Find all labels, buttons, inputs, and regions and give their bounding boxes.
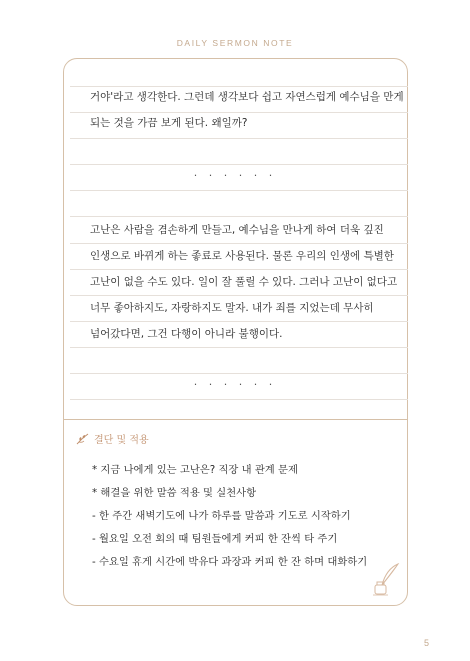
body-text-line: 너무 좋아하지도, 자랑하지도 말자. 내가 죄를 지었는데 무사히 [90, 302, 374, 314]
body-text-line: 고난은 사람을 겸손하게 만들고, 예수님을 만나게 하여 더욱 깊진 [90, 224, 384, 236]
body-text-line: 되는 것을 가끔 보게 된다. 왜일까? [90, 117, 248, 129]
ruled-line [70, 216, 408, 217]
ruled-line [70, 86, 408, 87]
ruled-line [70, 190, 408, 191]
ruled-line [70, 321, 408, 322]
body-text-line: 인생으로 바뀌게 하는 좋료로 사용된다. 물론 우리의 인생에 특별한 [90, 250, 394, 262]
section-separator: . . . . . . [193, 375, 277, 388]
application-item: * 지금 나에게 있는 고난은? 직장 내 관계 문제 [92, 464, 298, 476]
quill-ink-icon [372, 563, 400, 597]
ruled-line [70, 269, 408, 270]
ruled-line [70, 164, 408, 165]
application-item: - 월요일 오전 회의 때 팀원들에게 커피 한 잔씩 타 주기 [92, 533, 338, 545]
ruled-line [70, 112, 408, 113]
page-number: 5 [424, 638, 430, 648]
ruled-line [70, 295, 408, 296]
page-header: DAILY SERMON NOTE [176, 38, 294, 48]
body-text-line: 넘어갔다면, 그건 다행이 아니라 불행이다. [90, 328, 283, 340]
body-text-line: 거야'라고 생각한다. 그런데 생각보다 쉽고 자연스럽게 예수님을 만게 [90, 91, 404, 103]
section-divider [63, 419, 408, 420]
application-title-text: 결단 및 적용 [94, 435, 149, 446]
ruled-line [70, 373, 408, 374]
ruled-line [70, 399, 408, 400]
application-section-title [76, 431, 149, 446]
application-item: * 해결을 위한 말씀 적용 및 실천사항 [92, 487, 257, 499]
ruled-line [70, 347, 408, 348]
application-item: - 한 주간 새벽기도에 나가 하루를 말씀과 기도로 시작하기 [92, 510, 351, 522]
application-item: - 수요일 휴게 시간에 박유다 과장과 커피 한 잔 하며 대화하기 [92, 556, 368, 568]
leaf-icon [76, 433, 90, 445]
ruled-line [70, 138, 408, 139]
body-text-line: 고난이 없을 수도 있다. 일이 잘 풀릴 수 있다. 그러나 고난이 없다고 [90, 276, 398, 288]
section-separator: . . . . . . [193, 166, 277, 179]
ruled-line [70, 243, 408, 244]
